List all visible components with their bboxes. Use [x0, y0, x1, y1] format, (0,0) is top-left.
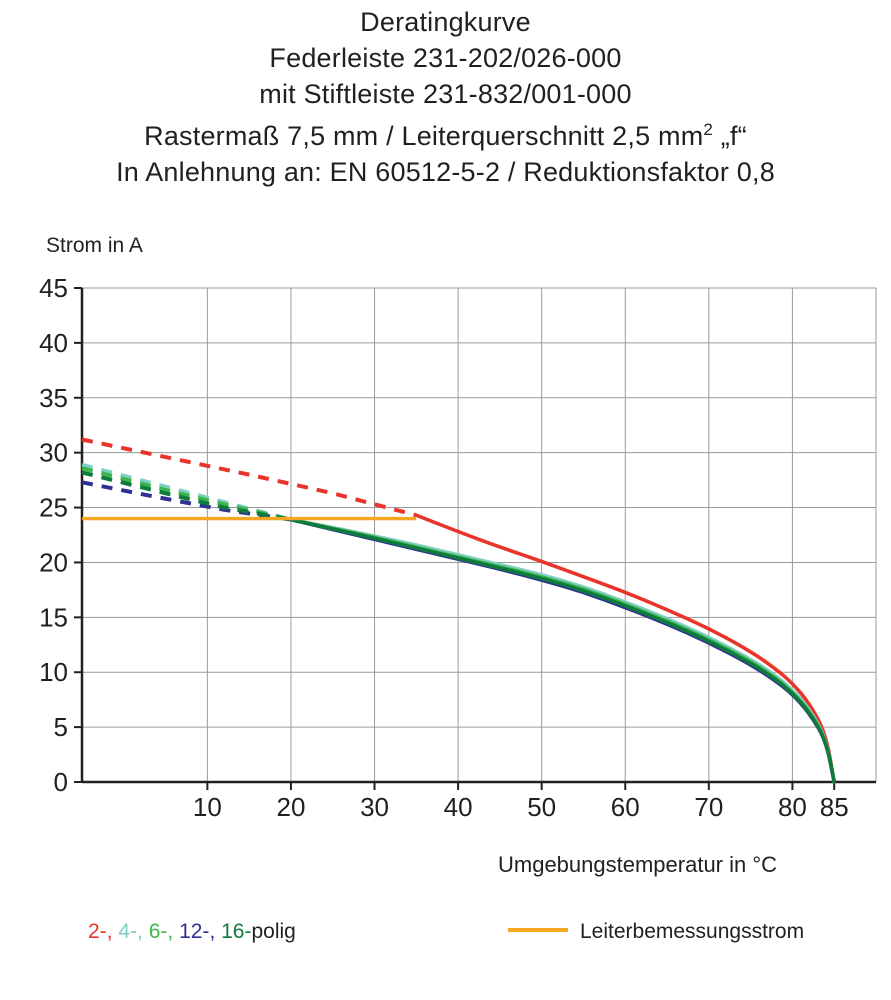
- x-tick-label: 20: [276, 792, 306, 822]
- y-tick-label: 10: [39, 657, 68, 688]
- legend-pole-6: 6-: [148, 920, 168, 943]
- series-dashed-2-polig: [82, 439, 416, 515]
- y-tick-label: 20: [39, 547, 68, 578]
- y-tick-label: 40: [39, 327, 68, 358]
- y-tick-label: 45: [39, 273, 68, 303]
- y-tick-label: 0: [53, 767, 68, 797]
- x-axis-label: Umgebungstemperatur in °C: [498, 852, 778, 877]
- legend-pole-4: 4-: [118, 920, 138, 943]
- series-solid-12-polig: [291, 520, 834, 782]
- series-solid-6-polig: [291, 520, 834, 782]
- x-tick-label: 80: [777, 792, 807, 822]
- legend-pole-16: 16-: [221, 920, 252, 943]
- legend-separator: ,: [209, 920, 222, 943]
- legend-separator: ,: [137, 920, 149, 943]
- title-line-4-main: Rastermaß 7,5 mm / Leiterquerschnitt 2,5 mm: [144, 121, 704, 151]
- legend-poles-suffix: polig: [251, 920, 296, 943]
- title-line-2: Federleiste 231-202/026-000: [269, 43, 622, 73]
- plot-area: [0, 270, 891, 822]
- x-tick-label: 60: [610, 792, 640, 822]
- chart-title-block: [0, 0, 891, 190]
- legend-separator: ,: [106, 920, 119, 943]
- x-tick-label: 85: [819, 792, 849, 822]
- x-tick-label: 70: [694, 792, 724, 822]
- series-solid-4-polig: [291, 520, 834, 782]
- y-axis-label: Strom in A: [46, 234, 143, 257]
- deratingkurve-chart: [0, 270, 891, 822]
- title-line-4-tail: „f“: [713, 121, 747, 151]
- title-line-1: Deratingkurve: [360, 7, 531, 37]
- rated-current-label: Leiterbemessungsstrom: [580, 920, 805, 944]
- chart-legend: [0, 920, 891, 980]
- x-tick-label: 50: [527, 792, 557, 822]
- x-tick-label: 40: [443, 792, 473, 822]
- series-solid-16-polig: [291, 520, 834, 782]
- title-line-4-superscript: 2: [703, 120, 714, 139]
- y-tick-label: 25: [39, 492, 68, 523]
- legend-rated-current: [508, 920, 804, 944]
- title-line-4: [0, 112, 891, 154]
- y-tick-label: 15: [39, 602, 68, 633]
- title-line-3: mit Stiftleiste 231-832/001-000: [259, 79, 632, 109]
- y-tick-label: 30: [39, 437, 68, 468]
- y-tick-label: 35: [39, 382, 68, 413]
- legend-poles: [88, 920, 296, 944]
- y-tick-label: 5: [53, 712, 68, 743]
- legend-pole-2: 2-: [88, 920, 107, 943]
- legend-pole-12: 12-: [179, 920, 210, 943]
- title-line-5: In Anlehnung an: EN 60512-5-2 / Reduktionsfaktor 0,8: [116, 157, 775, 187]
- rated-current-line-swatch: [508, 928, 568, 932]
- x-tick-label: 10: [192, 792, 222, 822]
- legend-separator: ,: [167, 920, 180, 943]
- x-tick-label: 30: [360, 792, 389, 822]
